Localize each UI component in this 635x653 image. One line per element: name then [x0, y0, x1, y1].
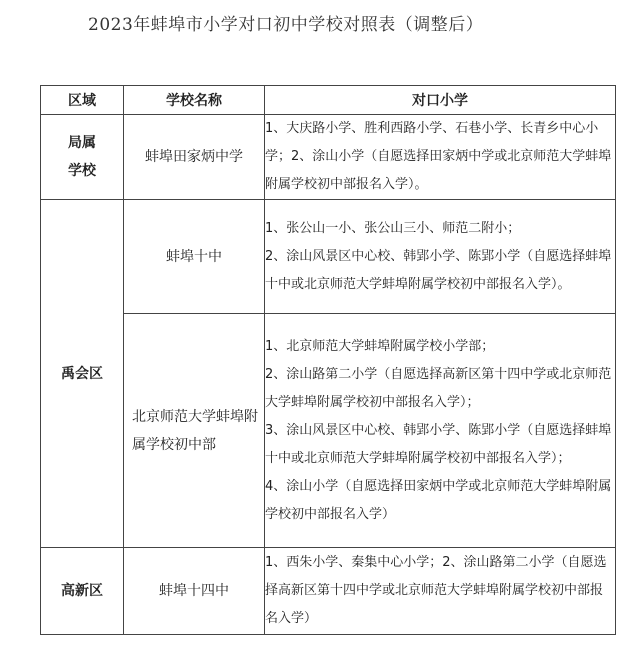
- school-name: 北京师范大学蚌埠附属学校初中部: [132, 408, 258, 453]
- region-cell: [41, 200, 124, 548]
- school-name: 蚌埠田家炳中学: [145, 149, 243, 165]
- region-label: 局属学校: [68, 135, 96, 179]
- header-region: 区域: [41, 86, 124, 115]
- table-row: [41, 314, 616, 548]
- table-row: [41, 115, 616, 200]
- school-mapping-table: [40, 85, 616, 635]
- primary-school-entry: 3、涂山风景区中心校、韩郢小学、陈郢小学（自愿选择蚌埠十中或北京师范大学蚌埠附属学校初中部报名入学）；: [265, 422, 612, 466]
- table-header-row: [41, 86, 616, 115]
- primary-school-entry: 1、西朱小学、秦集中心小学；2、涂山路第二小学（自愿选择高新区第十四中学或北京师范大学蚌埠附属学校初中部报名入学）: [265, 555, 607, 626]
- primary-schools-cell: [265, 548, 616, 635]
- table-row: [41, 548, 616, 635]
- primary-schools-cell: [265, 314, 616, 548]
- table-row: [41, 200, 616, 314]
- school-name-cell: [124, 115, 265, 200]
- header-primary-schools: 对口小学: [265, 86, 616, 115]
- school-name: 蚌埠十中: [166, 248, 222, 265]
- region-cell: [41, 548, 124, 635]
- primary-schools-cell: [265, 200, 616, 314]
- primary-school-entry: 4、涂山小学（自愿选择田家炳中学或北京师范大学蚌埠附属学校初中部报名入学）: [265, 478, 612, 522]
- primary-school-entry: 1、北京师范大学蚌埠附属学校小学部；: [265, 338, 495, 354]
- header-school-name: 学校名称: [124, 86, 265, 115]
- primary-school-entry: 1、大庆路小学、胜利西路小学、石巷小学、长青乡中心小学；2、涂山小学（自愿选择田家炳中学或北京师范大学蚌埠附属学校初中部报名入学）。: [265, 121, 612, 192]
- region-label: 高新区: [61, 583, 103, 599]
- school-name: 蚌埠十四中: [159, 583, 229, 599]
- document-title: 2023年蚌埠市小学对口初中学校对照表（调整后）: [88, 15, 484, 35]
- primary-schools-cell: [265, 115, 616, 200]
- region-cell: [41, 115, 124, 200]
- school-name-cell: [124, 548, 265, 635]
- school-name-cell: [124, 200, 265, 314]
- region-label: 禹会区: [61, 365, 103, 382]
- school-name-cell: [124, 314, 265, 548]
- primary-school-entry: 1、张公山一小、张公山三小、师范二附小；: [265, 220, 521, 236]
- primary-school-entry: 2、涂山风景区中心校、韩郢小学、陈郢小学（自愿选择蚌埠十中或北京师范大学蚌埠附属学校初中部报名入学）。: [265, 248, 612, 292]
- primary-school-entry: 2、涂山路第二小学（自愿选择高新区第十四中学或北京师范大学蚌埠附属学校初中部报名入学）；: [265, 366, 612, 410]
